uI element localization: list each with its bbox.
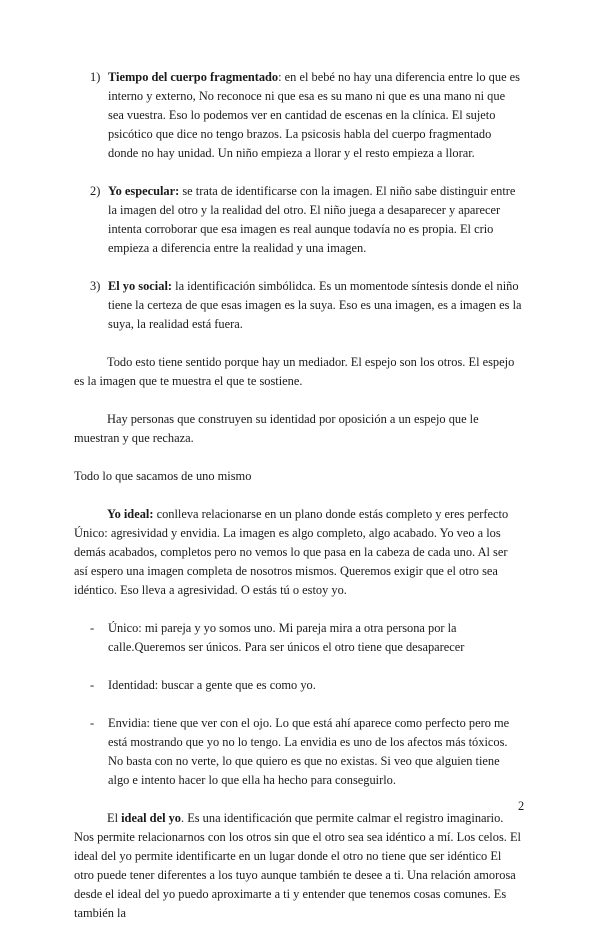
- list-item-1: [74, 68, 522, 163]
- item-text: : en el bebé no hay una diferencia entre lo que es interno y externo, No reconoce ni que esa es su mano ni que es una mano ni que sea vuestra. Eso lo podemos ver en cantidad de escenas en la clínica. El sujeto psicótico que dice no tengo brazos. La psicosis habla del cuerpo fragmentado donde no hay unidad. Un niño empieza a llorar y el resto empieza a llorar.: [108, 70, 520, 160]
- item-text: se trata de identificarse con la imagen. El niño sabe distinguir entre la imagen del otro y la realidad del otro. El niño juega a desaparecer y aparecer intenta corroborar que esa imagen es real aunque todavía no es propia. El crio empieza a diferencia entre la realidad y una imagen.: [108, 184, 516, 255]
- paragraph-mediator: Todo esto tiene sentido porque hay un mediador. El espejo son los otros. El espejo es la imagen que te muestra el que te sostiene.: [74, 355, 515, 388]
- dash-marker: -: [90, 716, 95, 730]
- page-number: 2: [518, 799, 525, 813]
- item-title: Tiempo del cuerpo fragmentado: [108, 70, 279, 84]
- dash-line: Envidia: tiene que ver con el ojo. Lo que está ahí aparece como perfecto pero me está mostrando que yo no lo tengo. La envidia es uno de los afectos más tóxicos. No basta con no verte, lo que quiero es que no existas. Si veo que alguien tiene algo e intento hacer lo que ella ha hecho para conseguirlo.: [108, 716, 510, 787]
- item-title: El yo social:: [108, 279, 173, 293]
- dash-line: Único: mi pareja y yo somos uno. Mi pareja mira a otra persona por la: [108, 621, 457, 635]
- dash-line: calle.Queremos ser únicos. Para ser únicos el otro tiene que desaparecer: [108, 640, 465, 654]
- list-marker: 1): [90, 70, 101, 84]
- yo-ideal-text: conlleva relacionarse en un plano donde estás completo y eres perfecto Único: agresividad y envidia. La imagen es algo completo, algo acabado. Yo veo a los demás acabados, completos pero no vemos lo que pasa en la cabeza de cada uno. Al ser así espero una imagen completa de nosotros mismos. Queremos exigir que el otro sea idéntico. Eso lleva a agresividad. O estás tú o estoy yo.: [74, 507, 509, 597]
- paragraph-ideal-del-yo: [74, 809, 522, 923]
- dash-marker: -: [90, 621, 95, 635]
- dash-marker: -: [90, 678, 95, 692]
- paragraph-heading: Todo lo que sacamos de uno mismo: [74, 469, 252, 483]
- dash-item-unico: [74, 619, 522, 657]
- document-page: [74, 68, 525, 942]
- list-item-2: [74, 182, 522, 258]
- list-marker: 3): [90, 279, 101, 293]
- paragraph-yo-ideal: [74, 505, 522, 600]
- list-marker: 2): [90, 184, 101, 198]
- dash-item-envidia: [74, 714, 522, 790]
- dash-line: Identidad: buscar a gente que es como yo.: [108, 678, 316, 692]
- ideal-del-yo-text: . Es una identificación que permite calmar el registro imaginario. Nos permite relacionarnos con los otros sin que el otro sea sea idéntico a mí. Los celos. El ideal del yo permite identificarte en un lugar donde el otro no tiene que ser idéntico El otro puede tener diferentes a los tuyo aunque también te desee a ti. Una relación amorosa desde el ideal del yo puedo aproximarte a ti y entender que tenemos cosas comunes. Es también la: [74, 811, 521, 920]
- yo-ideal-title: Yo ideal:: [107, 507, 154, 521]
- item-text: la identificación simbólidca. Es un momentode síntesis donde el niño tiene la certeza de que esas imagen es la suya. Eso es una imagen, es a imagen es la suya, la realidad está fuera.: [108, 279, 522, 331]
- list-item-3: [74, 277, 522, 334]
- dash-item-identidad: [74, 676, 522, 695]
- ideal-del-yo-title: ideal del yo: [121, 811, 181, 825]
- item-title: Yo especular:: [108, 184, 180, 198]
- ideal-del-yo-prefix: El: [107, 811, 122, 825]
- paragraph-opposition: Hay personas que construyen su identidad por oposición a un espejo que le muestran y que rechaza.: [74, 412, 479, 445]
